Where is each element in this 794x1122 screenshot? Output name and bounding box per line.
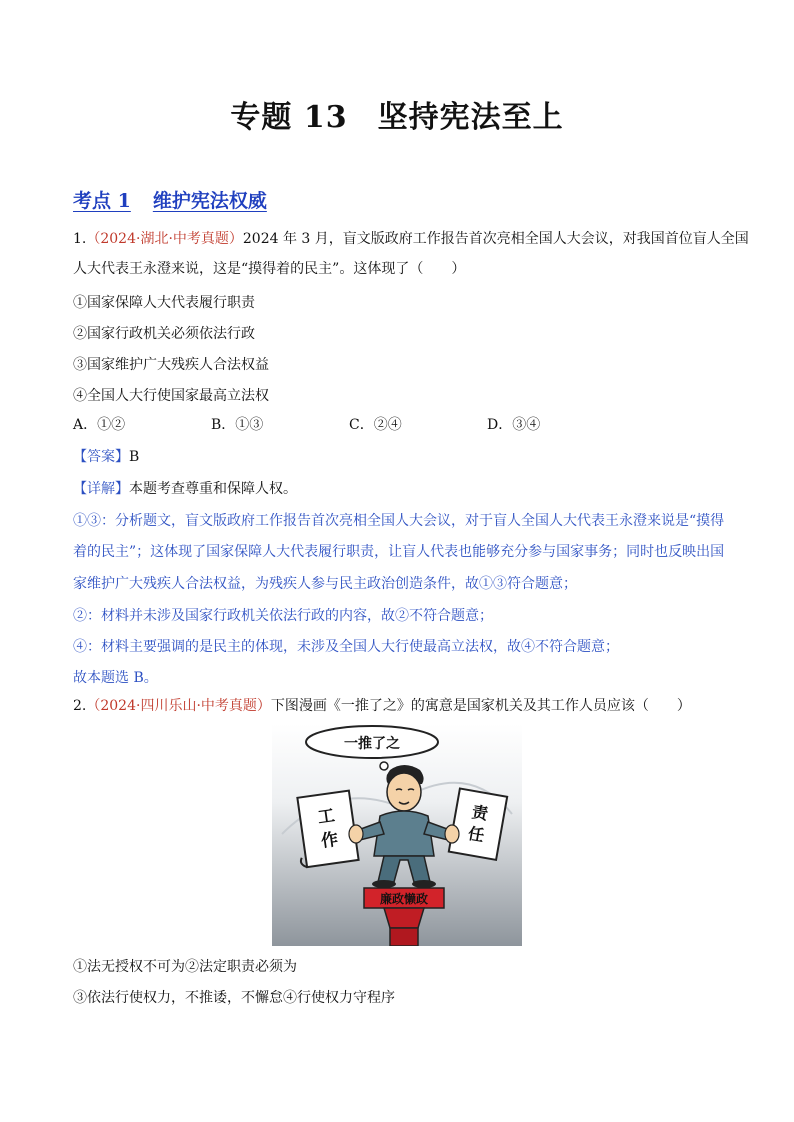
q1-source: （2024·湖北·中考真题）	[86, 231, 243, 247]
q2-items-line2: ③依法行使权力，不推诿，不懈怠④行使权力守程序	[73, 990, 395, 1006]
left-paper-char1: 工	[316, 805, 337, 829]
section-heading	[73, 186, 267, 213]
q1-detail-intro: 本题考查尊重和保障人权。	[129, 481, 297, 497]
q1-option-c: C．②④	[349, 417, 402, 433]
section-number: 考点 1	[73, 190, 131, 212]
page-title	[0, 92, 794, 136]
q1-detail-line3: 家维护广大残疾人合法权益，为残疾人参与民主政治创造条件，故①③符合题意；	[73, 576, 577, 592]
q1-option-b: B．①③	[211, 417, 264, 433]
q1-detail	[73, 478, 297, 498]
q1-detail-line1: ①③：分析题文，盲文版政府工作报告首次亮相全国人大会议，对于盲人全国人大代表王永澄来说是“摸得	[73, 513, 725, 529]
title-topic-name: 坚持宪法至上	[377, 100, 564, 135]
q2-items-line1: ①法无授权不可为②法定职责必须为	[73, 959, 297, 975]
q1-stem-line1	[73, 228, 749, 248]
q2-source: （2024·四川乐山·中考真题）	[86, 698, 271, 714]
right-paper-char1: 责	[470, 802, 490, 824]
cartoon-image	[272, 724, 522, 946]
q1-answer-tag: 【答案】	[73, 449, 129, 465]
pedestal-label: 廉政懒政	[379, 892, 429, 906]
left-paper-char2: 作	[319, 829, 340, 852]
q1-answer-value: B	[129, 449, 140, 465]
q1-detail-line6: 故本题选 B。	[73, 670, 158, 686]
right-paper-char2: 任	[466, 823, 486, 846]
q2-stem	[73, 695, 691, 715]
q1-item-4: ④全国人大行使国家最高立法权	[73, 388, 269, 404]
right-paper	[449, 788, 507, 859]
q1-item-3: ③国家维护广大残疾人合法权益	[73, 357, 269, 373]
title-topic-number: 专题 13	[230, 100, 348, 135]
q1-item-1: ①国家保障人大代表履行职责	[73, 295, 255, 311]
q1-option-d: D．③④	[487, 417, 541, 433]
q1-option-a: A．①②	[73, 417, 126, 433]
q1-answer	[73, 446, 139, 466]
q1-stem-text1: 2024 年 3 月，盲文版政府工作报告首次亮相全国人大会议，对我国首位盲人全国	[242, 231, 749, 247]
q1-detail-line4: ②：材料并未涉及国家行政机关依法行政的内容，故②不符合题意；	[73, 608, 493, 624]
q1-item-2: ②国家行政机关必须依法行政	[73, 326, 255, 342]
q1-detail-tag: 【详解】	[73, 481, 129, 497]
q1-detail-line5: ④：材料主要强调的是民主的体现，未涉及全国人大行使最高立法权，故④不符合题意；	[73, 639, 619, 655]
q2-number: 2.	[73, 698, 87, 714]
q1-number: 1.	[73, 231, 87, 247]
section-name: 维护宪法权威	[152, 190, 267, 212]
q1-detail-line2: 着的民主”；这体现了国家保障人大代表履行职责，让盲人代表也能够充分参与国家事务；同时也反映出国	[73, 544, 725, 560]
q2-stem-text: 下图漫画《一推了之》的寓意是国家机关及其工作人员应该（ ）	[270, 698, 691, 714]
bubble-text: 一推了之	[344, 736, 400, 752]
q1-stem-line2: 人大代表王永澄来说，这是“摸得着的民主”。这体现了（ ）	[73, 261, 466, 277]
